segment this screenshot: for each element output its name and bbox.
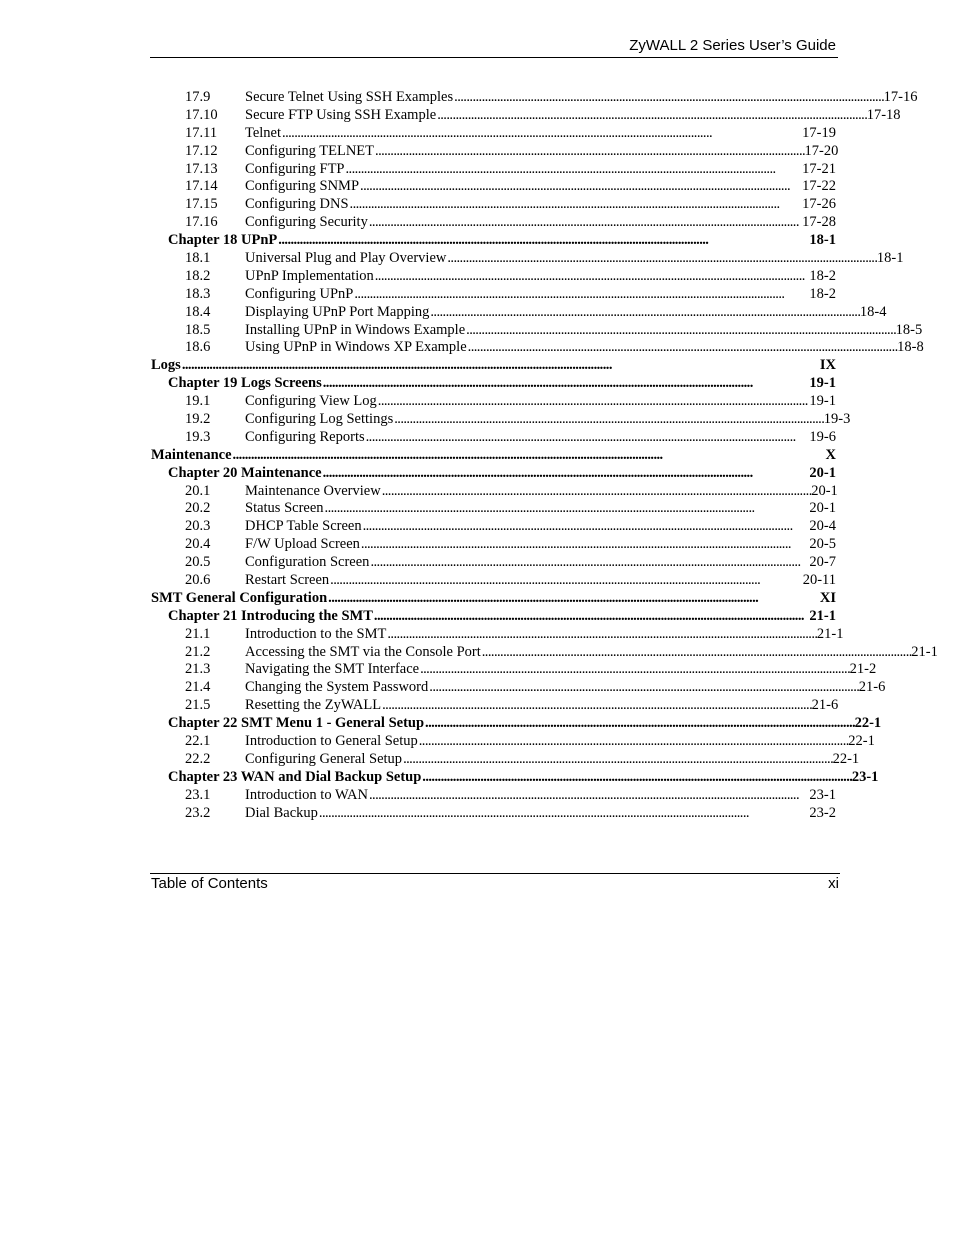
toc-entry-title: Dial Backup (245, 804, 318, 821)
toc-entry-title: Introduction to WAN (245, 786, 368, 803)
toc-entry-title: Configuring Security (245, 214, 368, 231)
toc-entry-part[interactable] (151, 357, 836, 375)
toc-entry-title: Introduction to the SMT (245, 625, 387, 642)
toc-dot-leader (430, 304, 859, 322)
toc-entry-number: 19.1 (185, 393, 211, 410)
toc-entry-title: Using UPnP in Windows XP Example (245, 339, 467, 356)
toc-entry-number: 21.1 (185, 625, 211, 642)
toc-entry-number: 20.5 (185, 554, 211, 571)
toc-entry-line (151, 733, 875, 751)
toc-dot-leader (330, 572, 802, 590)
toc-entry-title: Accessing the SMT via the Console Port (245, 643, 481, 660)
toc-dot-leader (454, 89, 883, 107)
toc-entry-number: 20.6 (185, 572, 211, 589)
toc-entry-page: 17-21 (802, 160, 836, 177)
toc-entry-title: Configuring Reports (245, 428, 365, 445)
toc-entry-page: 21-2 (849, 661, 877, 678)
toc-entry-title: Chapter 20 Maintenance (168, 464, 322, 481)
toc-entry-title: Secure Telnet Using SSH Examples (245, 88, 454, 105)
toc-entry-number: 17.16 (185, 214, 218, 231)
toc-entry-line (151, 554, 836, 572)
toc-entry-line (151, 715, 882, 733)
toc-entry-number: 17.14 (185, 178, 218, 195)
toc-entry-page: 19-3 (823, 411, 851, 428)
toc-entry-section[interactable] (151, 106, 901, 125)
toc-entry-section[interactable] (151, 411, 851, 429)
toc-entry-section[interactable] (151, 483, 836, 501)
toc-entry-line (151, 536, 836, 554)
toc-entry-title: Displaying UPnP Port Mapping (245, 303, 430, 320)
toc-entry-line (151, 787, 836, 805)
toc-dot-leader (382, 483, 811, 501)
toc-entry-section[interactable] (151, 805, 836, 823)
toc-entry-page: 23-1 (809, 786, 836, 803)
toc-entry-title: Chapter 21 Introducing the SMT (168, 607, 373, 624)
toc-entry-number: 22.2 (185, 750, 211, 767)
toc-dot-leader (374, 608, 809, 626)
toc-entry-title: Installing UPnP in Windows Example (245, 321, 466, 338)
toc-entry-title: Configuring FTP (245, 160, 345, 177)
toc-entry-page: 18-5 (895, 321, 923, 338)
toc-dot-leader (325, 500, 809, 518)
toc-entry-number: 21.5 (185, 697, 211, 714)
toc-entry-line (151, 608, 836, 626)
header-divider (150, 57, 838, 58)
toc-entry-page: 22-1 (848, 733, 875, 750)
toc-dot-leader (482, 644, 911, 662)
toc-entry-line (151, 697, 838, 715)
toc-entry-section[interactable] (151, 500, 836, 518)
toc-entry-number: 23.2 (185, 804, 211, 821)
toc-dot-leader (350, 196, 802, 214)
toc-entry-chapter[interactable] (151, 608, 836, 626)
toc-entry-page: 17-20 (804, 142, 839, 159)
toc-entry-section[interactable] (151, 142, 839, 161)
toc-entry-section[interactable] (151, 286, 836, 304)
toc-entry-title: F/W Upload Screen (245, 536, 360, 553)
toc-entry-number: 17.13 (185, 160, 218, 177)
toc-entry-page: 23-2 (809, 804, 836, 821)
toc-entry-number: 23.1 (185, 786, 211, 803)
toc-dot-leader (369, 787, 808, 805)
toc-dot-leader (366, 429, 809, 447)
toc-entry-number: 17.11 (185, 124, 218, 141)
toc-entry-line (151, 572, 836, 590)
toc-entry-section[interactable] (151, 625, 844, 644)
toc-entry-line (151, 125, 836, 143)
toc-entry-line (151, 268, 836, 286)
toc-dot-leader (437, 107, 866, 125)
toc-entry-title: Configuring SNMP (245, 178, 360, 195)
toc-entry-line (151, 89, 918, 107)
toc-entry-line (151, 178, 836, 196)
toc-dot-leader (328, 590, 819, 608)
toc-dot-leader (233, 447, 825, 465)
toc-entry-number: 20.3 (185, 518, 211, 535)
toc-entry-line (151, 411, 850, 429)
toc-entry-chapter[interactable] (151, 375, 836, 393)
toc-entry-title: SMT General Configuration (151, 589, 328, 606)
footer-section-title: Table of Contents (151, 875, 268, 892)
toc-entry-section[interactable] (151, 679, 886, 697)
toc-entry-line (151, 500, 836, 518)
toc-entry-chapter[interactable] (151, 465, 836, 483)
toc-entry-number: 17.9 (185, 88, 211, 105)
toc-entry-page: 20-1 (809, 500, 836, 517)
toc-entry-title: Status Screen (245, 500, 324, 517)
document-title: ZyWALL 2 Series User’s Guide (629, 37, 836, 54)
toc-dot-leader (382, 697, 811, 715)
toc-entry-number: 18.1 (185, 250, 211, 266)
toc-entry-title: Changing the System Password (245, 679, 429, 696)
toc-entry-section[interactable] (151, 643, 938, 662)
toc-entry-line (151, 214, 836, 232)
toc-entry-line (151, 465, 836, 483)
toc-entry-page: 20-4 (809, 518, 836, 535)
toc-dot-leader (420, 661, 849, 679)
toc-dot-leader (375, 268, 809, 286)
toc-entry-page: 20-5 (809, 536, 836, 553)
toc-dot-leader (447, 250, 876, 268)
toc-entry-line (151, 322, 922, 340)
toc-dot-leader (323, 375, 809, 393)
toc-entry-line (151, 805, 836, 823)
toc-entry-line (151, 196, 836, 214)
toc-entry-title: Restart Screen (245, 572, 330, 589)
toc-entry-page: 19-1 (809, 375, 836, 392)
toc-entry-title: Maintenance Overview (245, 482, 381, 499)
toc-dot-leader (468, 339, 897, 357)
toc-entry-number: 17.10 (185, 106, 218, 123)
toc-entry-chapter[interactable] (151, 232, 836, 250)
toc-entry-line (151, 304, 886, 322)
toc-entry-title: Chapter 23 WAN and Dial Backup Setup (168, 768, 422, 785)
toc-entry-section[interactable] (151, 733, 875, 751)
toc-dot-leader (361, 536, 809, 554)
toc-entry-section[interactable] (151, 214, 836, 232)
toc-entry-page: 20-1 (811, 482, 838, 499)
toc-entry-section[interactable] (151, 88, 918, 107)
toc-entry-title: Configuring View Log (245, 393, 377, 410)
toc-entry-line (151, 626, 844, 644)
toc-entry-title: Configuring TELNET (245, 142, 375, 159)
toc-entry-line (151, 447, 836, 465)
toc-entry-page: 18-4 (859, 303, 887, 320)
toc-entry-section[interactable] (151, 750, 860, 769)
toc-entry-line (151, 375, 836, 393)
toc-entry-number: 18.5 (185, 321, 211, 338)
toc-entry-line (151, 590, 836, 608)
toc-dot-leader (319, 805, 809, 823)
toc-entry-page: X (825, 446, 836, 463)
toc-entry-section[interactable] (151, 393, 836, 411)
toc-entry-line (151, 232, 836, 250)
toc-dot-leader (425, 715, 854, 733)
toc-entry-number: 18.6 (185, 339, 211, 356)
toc-entry-page: 18-1 (876, 250, 904, 266)
toc-entry-number: 19.3 (185, 428, 211, 445)
footer-divider (150, 873, 840, 874)
toc-entry-title: DHCP Table Screen (245, 518, 362, 535)
toc-entry-number: 21.2 (185, 643, 211, 660)
toc-entry-section[interactable] (151, 554, 836, 572)
toc-entry-section[interactable] (151, 661, 877, 680)
toc-entry-page: 22-1 (832, 750, 860, 767)
toc-dot-leader (429, 679, 858, 697)
toc-entry-section[interactable] (151, 161, 836, 179)
toc-entry-page: 21-6 (811, 697, 839, 714)
toc-entry-title: Secure FTP Using SSH Example (245, 106, 437, 123)
toc-entry-section[interactable] (151, 196, 836, 214)
toc-entry-page: 20-11 (802, 572, 836, 589)
toc-entry-title: Chapter 18 UPnP (168, 232, 278, 249)
toc-entry-chapter[interactable] (151, 768, 879, 787)
toc-entry-number: 17.12 (185, 142, 218, 159)
toc-entry-page: 17-28 (802, 214, 836, 231)
toc-entry-page: 17-16 (883, 88, 918, 105)
toc-entry-title: Configuring UPnP (245, 285, 354, 302)
toc-entry-line (151, 751, 859, 769)
toc-dot-leader (182, 357, 819, 375)
toc-entry-number: 18.2 (185, 267, 211, 284)
toc-entry-section[interactable] (151, 339, 924, 357)
toc-dot-leader (363, 518, 809, 536)
toc-entry-line (151, 643, 938, 662)
toc-entry-page: 17-18 (866, 106, 901, 123)
toc-entry-section[interactable] (151, 429, 836, 447)
toc-entry-page: 18-8 (897, 339, 924, 356)
toc-entry-page: 18-2 (809, 285, 836, 302)
toc-entry-line (151, 250, 903, 268)
toc-dot-leader (378, 393, 809, 411)
toc-entry-page: 19-6 (809, 428, 836, 445)
toc-entry-part[interactable] (151, 590, 836, 608)
toc-entry-section[interactable] (151, 518, 836, 536)
toc-entry-number: 22.1 (185, 733, 211, 750)
toc-entry-number: 20.1 (185, 482, 211, 499)
toc-entry-line (151, 768, 879, 787)
toc-entry-title: Universal Plug and Play Overview (245, 250, 447, 266)
toc-entry-page: 20-7 (809, 554, 836, 571)
toc-entry-line (151, 393, 836, 411)
table-of-contents (151, 88, 938, 823)
toc-entry-page: 21-1 (816, 625, 844, 642)
toc-entry-section[interactable] (151, 536, 836, 554)
toc-dot-leader (278, 232, 808, 250)
toc-entry-number: 17.15 (185, 196, 218, 213)
toc-entry-chapter[interactable] (151, 715, 882, 733)
toc-entry-title: Configuring DNS (245, 196, 349, 213)
toc-entry-page: 20-1 (809, 464, 836, 481)
toc-entry-number: 18.4 (185, 303, 211, 320)
toc-entry-section[interactable] (151, 697, 839, 715)
toc-entry-number: 20.2 (185, 500, 211, 517)
toc-dot-leader (422, 769, 851, 787)
toc-entry-title: Resetting the ZyWALL (245, 697, 382, 714)
toc-entry-line (151, 429, 836, 447)
toc-entry-number: 21.4 (185, 679, 211, 696)
toc-entry-line (151, 286, 836, 304)
toc-entry-page: 17-22 (802, 178, 836, 195)
toc-entry-number: 19.2 (185, 411, 211, 428)
toc-dot-leader (369, 214, 801, 232)
toc-dot-leader (403, 751, 832, 769)
toc-dot-leader (394, 411, 823, 429)
toc-entry-title: Configuring General Setup (245, 750, 403, 767)
toc-entry-page: 23-1 (851, 768, 879, 785)
toc-entry-page: IX (819, 357, 836, 374)
toc-entry-line (151, 107, 901, 125)
toc-entry-line (151, 483, 838, 501)
toc-entry-title: Navigating the SMT Interface (245, 661, 420, 678)
toc-dot-leader (323, 465, 809, 483)
toc-dot-leader (360, 178, 801, 196)
toc-dot-leader (375, 143, 804, 161)
toc-entry-number: 21.3 (185, 661, 211, 678)
toc-entry-page: 21-6 (858, 679, 886, 696)
toc-dot-leader (282, 125, 801, 143)
toc-dot-leader (370, 554, 808, 572)
toc-entry-section[interactable] (151, 787, 836, 805)
toc-entry-page: 18-2 (809, 267, 836, 284)
toc-entry-section[interactable] (151, 178, 836, 196)
toc-entry-number: 18.3 (185, 285, 211, 302)
toc-entry-page: 22-1 (854, 715, 882, 732)
toc-entry-page: 19-1 (809, 393, 836, 410)
toc-entry-title: Chapter 22 SMT Menu 1 - General Setup (168, 715, 425, 732)
toc-dot-leader (346, 161, 802, 179)
toc-dot-leader (419, 733, 848, 751)
toc-entry-page: 21-1 (809, 607, 836, 624)
toc-entry-title: Introduction to General Setup (245, 733, 418, 750)
toc-dot-leader (387, 626, 816, 644)
toc-entry-section[interactable] (151, 250, 904, 268)
toc-entry-title: Maintenance (151, 446, 232, 463)
toc-entry-title: Logs (151, 357, 181, 374)
toc-entry-number: 20.4 (185, 536, 211, 553)
footer-page-number: xi (828, 875, 839, 892)
toc-entry-line (151, 161, 836, 179)
toc-entry-line (151, 339, 924, 357)
toc-entry-part[interactable] (151, 447, 836, 465)
toc-entry-title: Configuring Log Settings (245, 411, 394, 428)
toc-entry-title: UPnP Implementation (245, 267, 374, 284)
toc-entry-page: 17-19 (802, 124, 836, 141)
toc-dot-leader (354, 286, 808, 304)
toc-entry-title: Chapter 19 Logs Screens (168, 375, 322, 392)
toc-entry-line (151, 518, 836, 536)
toc-entry-section[interactable] (151, 303, 887, 322)
toc-entry-line (151, 679, 885, 697)
toc-entry-section[interactable] (151, 125, 836, 143)
toc-entry-page: 21-1 (911, 643, 938, 660)
toc-entry-section[interactable] (151, 572, 836, 590)
toc-entry-line (151, 661, 876, 679)
toc-entry-page: 18-1 (809, 232, 836, 249)
toc-entry-section[interactable] (151, 268, 836, 286)
toc-entry-title: Telnet (245, 124, 282, 141)
toc-dot-leader (466, 322, 895, 340)
toc-entry-title: Configuration Screen (245, 554, 370, 571)
toc-entry-page: XI (819, 589, 836, 606)
toc-entry-section[interactable] (151, 321, 923, 340)
toc-entry-page: 17-26 (802, 196, 836, 213)
toc-entry-line (151, 357, 836, 375)
toc-entry-line (151, 143, 838, 161)
